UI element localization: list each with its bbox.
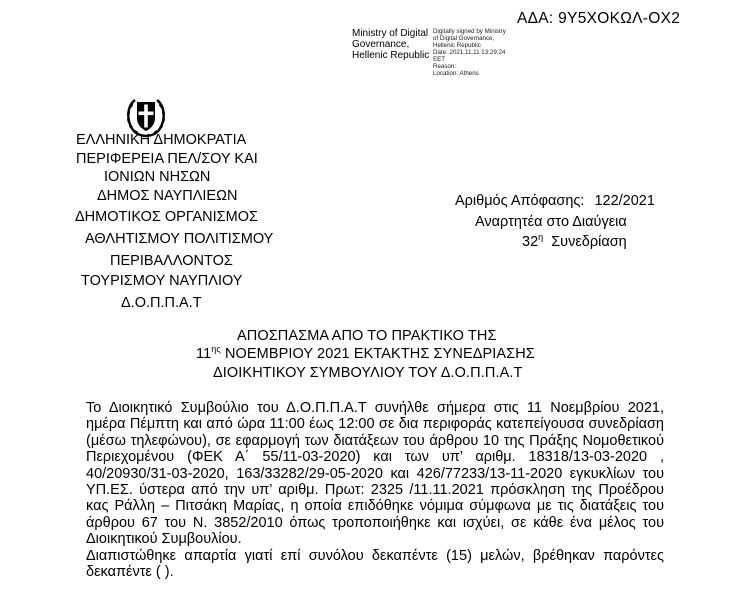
extract-title-line: ΑΠΟΣΠΑΣΜΑ ΑΠΟ ΤΟ ΠΡΑΚΤΙΚΟ ΤΗΣ xyxy=(237,328,497,344)
issuer-line: Δ.Ο.Π.Π.Α.Τ xyxy=(121,295,202,311)
issuer-line: ΠΕΡΙΒΑΛΛΟΝΤΟΣ xyxy=(110,253,233,269)
signature-organization xyxy=(352,28,429,61)
extract-title-line: ΔΙΟΙΚΗΤΙΚΟΥ ΣΥΜΒΟΥΛΙΟΥ ΤΟΥ Δ.Ο.Π.Π.Α.Τ xyxy=(213,365,523,381)
signature-detail-line: Date: 2021.11.11 13:29:24 xyxy=(433,49,506,56)
session-sup: η xyxy=(538,232,544,243)
signature-details xyxy=(433,28,506,77)
decision-number-value: 122/2021 xyxy=(594,193,655,209)
extract-title-day: 11 xyxy=(196,346,212,362)
extract-title-line xyxy=(196,345,535,363)
body-paragraph: Διαπιστώθηκε απαρτία γιατί επί συνόλου δεκαπέντε (15) μελών, βρέθηκαν παρόντες δεκαπέντε ( ). xyxy=(86,547,664,581)
issuer-line: ΔΗΜΟΣ ΝΑΥΠΛΙΕΩΝ xyxy=(97,188,238,204)
issuer-line: ΔΗΜΟΤΙΚΟΣ ΟΡΓΑΝΙΣΜΟΣ xyxy=(75,209,258,225)
issuer-line: ΠΕΡΙΦΕΡΕΙΑ ΠΕΛ/ΣΟΥ ΚΑΙ xyxy=(76,151,258,167)
issuer-line: ΙΟΝΙΩΝ ΝΗΣΩΝ xyxy=(104,169,211,185)
decision-number-label: Αριθμός Απόφασης: xyxy=(455,193,585,209)
session-word: Συνεδρίαση xyxy=(551,234,627,250)
session-num: 32 xyxy=(522,234,539,250)
issuer-line: ΑΘΛΗΤΙΣΜΟΥ ΠΟΛΙΤΙΣΜΟΥ xyxy=(85,231,274,247)
issuer-line: ΤΟΥΡΙΣΜΟΥ ΝΑΥΠΛΙΟΥ xyxy=(81,273,243,289)
signature-detail-line: Hellenic Republic xyxy=(433,42,481,49)
signature-org-line: Ministry of Digital xyxy=(352,28,429,39)
signature-org-line: Governance, xyxy=(352,39,410,50)
signature-detail-line: of Digital Governance, xyxy=(433,35,495,42)
minutes-body xyxy=(86,400,664,580)
decision-number xyxy=(455,192,655,210)
body-paragraph: Το Διοικητικό Συμβούλιο του Δ.Ο.Π.Π.Α.Τ συνήλθε σήμερα στις 11 Νοεμβρίου 2021, ημέρα Πέμπτη και από ώρα 11:00 έως 12:00 σε δια περιφοράς κατεπείγουσα συνεδρίαση (μέσω τηλεφώνου), σε εφαρμογή των διατάξεων του άρθρου 10 της Πράξης Νομοθετικού Περιεχομένου (ΦΕΚ Α΄ 55/11-03-2020) και των υπ’ αριθμ. 18318/13-03-2020 , 40/20930/31-03-2020, 163/33282/29-05-2020 και 426/77233/13-11-2020 εγκυκλίων του ΥΠ.ΕΣ. ύστερα από την υπ’ αριθμ. Πρωτ: 2325 /11.11.2021 πρόσκληση της Προέδρου κας Ράλλη – Πιτσάκη Μαρίας, η οποία επιδόθηκε νόμιμα σύμφωνα με τις διατάξεις του άρθρου 67 του Ν. 3852/2010 όπως τροποποιήθηκε και ισχύει, σε κάθε ένα μέλος του Διοικητικού Συμβουλίου. xyxy=(86,400,664,548)
issuer-line: ΕΛΛΗΝΙΚΗ ΔΗΜΟΚΡΑΤΙΑ xyxy=(76,132,247,148)
ada-code: ΑΔΑ: 9Υ5ΧΟΚΩΛ-ΟΧ2 xyxy=(517,10,681,27)
signature-detail-line: Reason: xyxy=(433,63,457,70)
extract-title-day-sup: ης xyxy=(211,344,221,355)
signature-detail-line: Digitally signed by Ministry xyxy=(433,28,506,35)
signature-detail-line: Location: Athens xyxy=(433,70,479,77)
signature-detail-line: EET xyxy=(433,56,446,63)
posted-on-diavgeia: Αναρτητέα στο Διαύγεια xyxy=(475,214,627,230)
signature-org-line: Hellenic Republic xyxy=(352,50,430,61)
session-number xyxy=(522,233,627,251)
extract-title-date: ΝΟΕΜΒΡΙΟΥ 2021 ΕΚΤΑΚΤΗΣ ΣΥΝΕΔΡΙΑΣΗΣ xyxy=(220,346,535,362)
